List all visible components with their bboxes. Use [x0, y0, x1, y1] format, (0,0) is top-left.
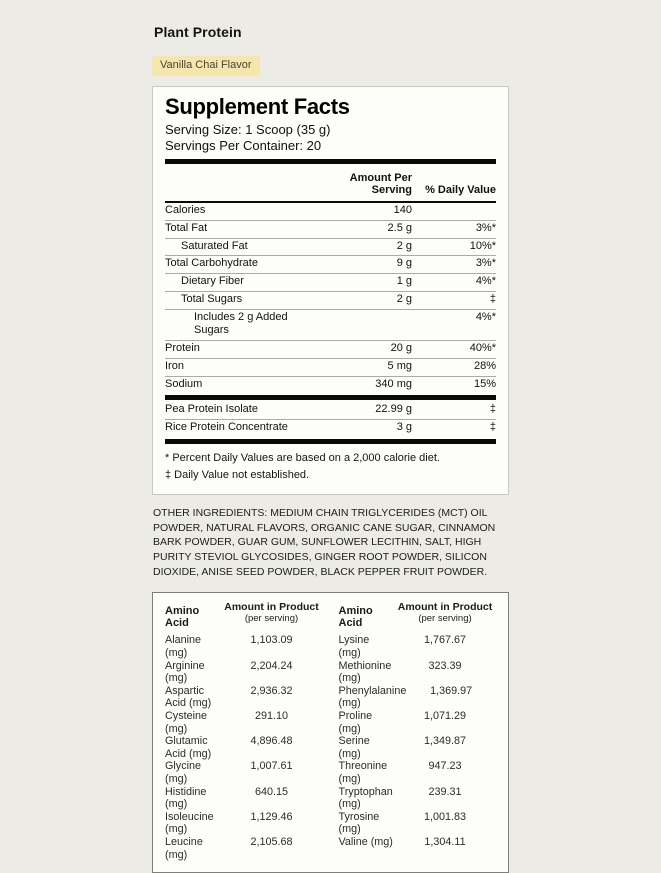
supplement-facts-title: Supplement Facts: [165, 94, 350, 119]
amino-value: 1,071.29: [423, 709, 467, 722]
amino-value: 1,349.87: [423, 735, 467, 748]
row-dv: 10%*: [469, 239, 496, 252]
amino-acid-panel: [152, 592, 509, 873]
amino-name: Valine (mg): [338, 835, 393, 848]
table-row: [165, 238, 496, 256]
amino-column-right: [339, 602, 497, 861]
row-amount: 9 g: [396, 257, 412, 270]
table-row: [165, 402, 496, 419]
list-item: [339, 786, 497, 811]
row-name: Total Carbohydrate: [165, 257, 258, 270]
amino-name: Tyrosine (mg): [338, 810, 380, 836]
table-row: [165, 419, 496, 437]
list-item: [165, 710, 323, 735]
row-name: Iron: [165, 359, 184, 372]
row-dv: 3%*: [475, 257, 496, 270]
amino-name: Methionine (mg): [338, 659, 392, 685]
row-dv: 4%*: [475, 275, 496, 288]
list-item: [339, 811, 497, 836]
row-amount: 3 g: [396, 421, 412, 434]
row-dv: 4%*: [475, 310, 496, 323]
row-amount: 340 mg: [375, 377, 412, 390]
table-row: [165, 203, 496, 220]
row-name: Pea Protein Isolate: [165, 403, 258, 416]
amino-table-header: [165, 602, 323, 629]
table-row: [165, 273, 496, 291]
amino-name: Histidine (mg): [165, 785, 207, 811]
facts-table-header: [165, 164, 496, 203]
list-item: [339, 735, 497, 760]
row-amount: 2 g: [396, 292, 412, 305]
servings-per-container: Servings Per Container: 20: [165, 137, 322, 153]
list-item: [339, 760, 497, 785]
amino-name: Glutamic Acid (mg): [165, 735, 212, 760]
list-item: [165, 786, 323, 811]
amino-column-left: [165, 602, 323, 861]
row-amount: 5 mg: [387, 359, 412, 372]
row-amount: 140: [393, 204, 412, 217]
list-item: [165, 660, 323, 685]
amino-name: Arginine (mg): [165, 659, 205, 685]
row-name: Protein: [165, 342, 200, 355]
per-serving-label: (per serving): [418, 613, 472, 625]
amino-value: 640.15: [254, 785, 289, 798]
table-row: [165, 255, 496, 273]
column-header-amount-in-product: [221, 602, 323, 629]
table-row: [165, 291, 496, 309]
row-name: Total Sugars: [181, 292, 243, 305]
amino-name: Alanine (mg): [165, 634, 202, 659]
row-dv: [412, 204, 496, 218]
row-name: Includes 2 g Added Sugars: [194, 310, 288, 337]
serving-size: Serving Size: 1 Scoop (35 g): [165, 122, 331, 137]
row-amount: 2.5 g: [387, 221, 412, 234]
row-dv: 15%: [473, 377, 496, 390]
row-amount: [320, 311, 412, 339]
amino-value: 2,204.24: [250, 659, 293, 672]
list-item: [339, 634, 497, 659]
column-header-amino-acid: Amino Acid: [338, 605, 373, 630]
amino-value: 1,767.67: [423, 634, 467, 647]
list-item: [339, 685, 497, 710]
list-item: [165, 760, 323, 785]
row-dv: ‡: [489, 403, 496, 416]
footnote-not-established: ‡ Daily Value not established.: [165, 469, 310, 482]
column-header-amino-acid: Amino Acid: [165, 605, 200, 630]
amino-name: Isoleucine (mg): [165, 810, 214, 836]
list-item: [165, 836, 323, 861]
row-name: Total Fat: [165, 221, 208, 234]
footnotes: [165, 451, 496, 483]
amino-value: 2,105.68: [250, 835, 293, 848]
list-item: [165, 811, 323, 836]
column-header-amount: Amount Per Serving: [349, 172, 412, 197]
page-title: Plant Protein: [154, 24, 242, 40]
table-row: [165, 376, 496, 394]
row-name: Rice Protein Concentrate: [165, 421, 288, 434]
amino-name: Serine (mg): [338, 735, 370, 760]
row-name: Dietary Fiber: [181, 275, 244, 288]
table-row: [165, 309, 496, 341]
row-dv: ‡: [489, 421, 496, 434]
table-row: [165, 358, 496, 376]
row-dv: 3%*: [475, 221, 496, 234]
amino-name: Tryptophan (mg): [338, 785, 393, 811]
amino-name: Leucine (mg): [165, 835, 203, 861]
column-header-amount-in-product: [394, 602, 496, 629]
column-header-daily-value: % Daily Value: [425, 184, 496, 197]
row-dv: 28%: [473, 359, 496, 372]
amino-name: Aspartic Acid (mg): [165, 684, 212, 710]
other-ingredients-text: OTHER INGREDIENTS: MEDIUM CHAIN TRIGLYCERIDES (MCT) OIL POWDER, NATURAL FLAVORS, ORGANIC CANE SUGAR, CINNAMON BARK POWDER, GUAR GUM, SUNFLOWER LECITHIN, SALT, HIGH PURITY STEVIOL GLYCOSIDES, GINGER ROOT POWDER, SILICON DIOXIDE, ANISE SEED POWDER, BLACK PEPPER FRUIT POWDER.: [153, 506, 496, 578]
list-item: [165, 634, 323, 659]
row-amount: 2 g: [396, 239, 412, 252]
amino-table-header: [339, 602, 497, 629]
amino-name: Lysine (mg): [338, 634, 370, 659]
row-name: Calories: [165, 204, 206, 217]
list-item: [339, 836, 497, 849]
table-row: [165, 220, 496, 238]
list-item: [339, 710, 497, 735]
divider-thick: [165, 395, 496, 400]
amount-header-label: Amount in Product: [397, 601, 493, 614]
amino-value: 291.10: [254, 709, 289, 722]
amino-value: 1,129.46: [250, 810, 293, 823]
amino-value: 239.31: [428, 785, 462, 798]
row-name: Saturated Fat: [181, 239, 248, 252]
supplement-facts-panel: [152, 86, 509, 495]
row-dv: ‡: [489, 292, 496, 305]
table-row: [165, 340, 496, 358]
amino-value: 1,001.83: [423, 810, 467, 823]
row-amount: 22.99 g: [375, 403, 412, 416]
amino-value: 323.39: [428, 659, 462, 672]
amino-value: 1,304.11: [424, 835, 466, 848]
footnote-daily-values: * Percent Daily Values are based on a 2,000 calorie diet.: [165, 451, 440, 464]
list-item: [165, 735, 323, 760]
amino-value: 4,896.48: [250, 735, 293, 748]
amino-name: Glycine (mg): [165, 760, 202, 785]
list-item: [165, 685, 323, 710]
list-item: [339, 660, 497, 685]
amino-value: 2,936.32: [250, 684, 293, 697]
row-dv: 40%*: [469, 342, 496, 355]
row-amount: 1 g: [396, 275, 412, 288]
amount-header-label: Amount in Product: [224, 601, 319, 614]
row-amount: 20 g: [390, 342, 412, 355]
amino-value: 947.23: [428, 760, 462, 773]
row-name: Sodium: [165, 377, 203, 390]
content-column: [152, 0, 509, 873]
divider-thick: [165, 439, 496, 444]
amino-name: Threonine (mg): [338, 760, 388, 785]
amino-value: 1,007.61: [250, 760, 293, 773]
amino-name: Proline (mg): [338, 709, 373, 735]
per-serving-label: (per serving): [244, 613, 299, 625]
flavor-badge: Vanilla Chai Flavor: [152, 56, 260, 76]
amino-name: Cysteine (mg): [165, 709, 208, 735]
amino-name: Phenylalanine (mg): [338, 684, 407, 710]
amino-value: 1,103.09: [250, 634, 293, 647]
amino-value: 1,369.97: [430, 684, 473, 697]
